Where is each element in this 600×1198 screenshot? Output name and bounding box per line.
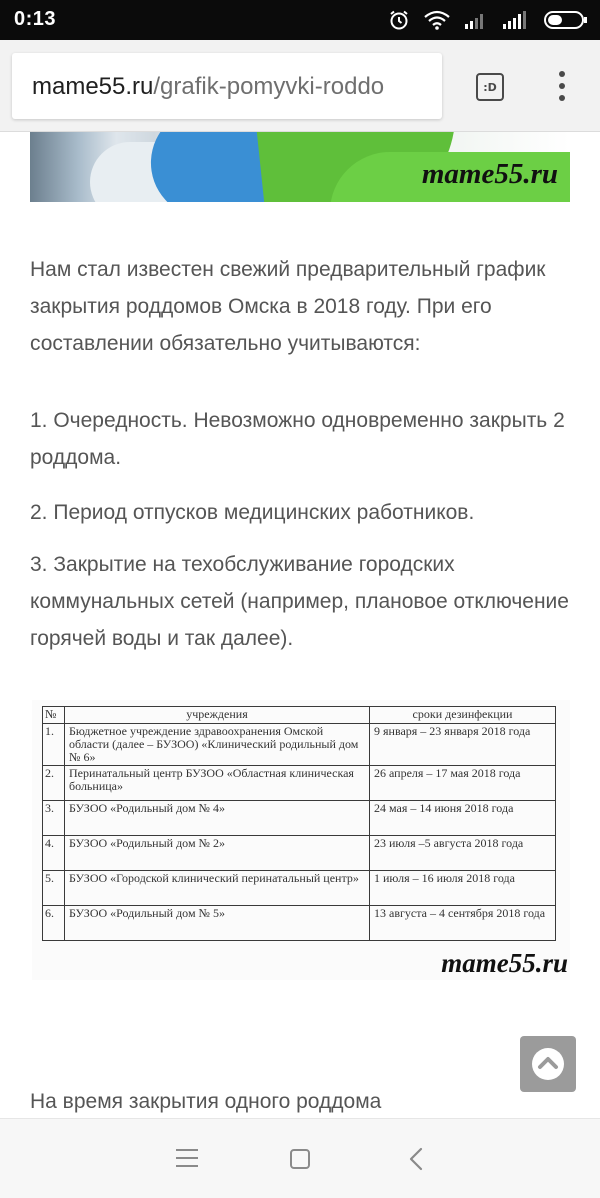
table-cell-dates: 9 января – 23 января 2018 года <box>370 724 556 766</box>
table-cell-dates: 1 июля – 16 июля 2018 года <box>370 871 556 906</box>
navigation-bar <box>0 1118 600 1198</box>
back-icon[interactable] <box>406 1147 426 1171</box>
more-vert-icon[interactable] <box>552 68 572 104</box>
table-cell-number: 3. <box>43 801 65 836</box>
status-bar <box>0 0 600 40</box>
article-intro: Нам стал известен свежий предварительный график закрытия роддомов Омска в 2018 году. При его составлении обязательно учитываются: <box>30 258 546 355</box>
table-row <box>43 801 556 836</box>
article-item-1: 1. Очередность. Невозможно одновременно закрыть 2 роддома. <box>30 409 565 469</box>
table-cell-dates: 24 мая – 14 июня 2018 года <box>370 801 556 836</box>
url-text[interactable] <box>32 73 384 101</box>
schedule-table <box>42 706 556 941</box>
table-row <box>43 871 556 906</box>
banner-image <box>30 132 570 202</box>
table-row <box>43 836 556 871</box>
table-logo: mame55.ru <box>441 948 568 978</box>
table-cell-institution: БУЗОО «Городской клинический перинатальный центр» <box>65 871 370 906</box>
table-cell-number: 1. <box>43 724 65 766</box>
status-time: 0:13 <box>14 8 57 30</box>
table-cell-dates: 13 августа – 4 сентября 2018 года <box>370 906 556 941</box>
chevron-up-icon <box>530 1046 566 1082</box>
table-row <box>43 906 556 941</box>
table-header-institution: учреждения <box>65 707 370 724</box>
tabs-button[interactable]: :D <box>476 73 504 101</box>
alarm-icon <box>388 9 410 31</box>
table-cell-institution: БУЗОО «Родильный дом № 4» <box>65 801 370 836</box>
menu-icon[interactable] <box>176 1149 198 1167</box>
article-item-2: 2. Период отпусков медицинских работников. <box>30 501 475 524</box>
table-cell-institution: Перинатальный центр БУЗОО «Областная клиническая больница» <box>65 766 370 801</box>
url-path: /grafik-pomyvki-roddo <box>153 73 385 100</box>
home-icon[interactable] <box>290 1149 310 1169</box>
table-cell-number: 2. <box>43 766 65 801</box>
schedule-table-image <box>32 700 570 980</box>
url-domain: mame55.ru <box>32 73 154 100</box>
table-cell-number: 6. <box>43 906 65 941</box>
table-header-row <box>43 707 556 724</box>
article-item-3: 3. Закрытие на техобслуживание городских коммунальных сетей (например, плановое отключение горячей воды и так далее). <box>30 553 569 650</box>
table-cell-institution: БУЗОО «Родильный дом № 5» <box>65 906 370 941</box>
battery-icon <box>544 11 588 29</box>
table-header-dates: сроки дезинфекции <box>370 707 556 724</box>
signal-icon <box>502 11 530 29</box>
table-header-number: № <box>43 707 65 724</box>
wifi-icon <box>424 10 450 30</box>
article-tail: На время закрытия одного роддома <box>30 1090 382 1113</box>
table-cell-dates: 23 июля –5 августа 2018 года <box>370 836 556 871</box>
table-row <box>43 724 556 766</box>
table-row <box>43 766 556 801</box>
table-cell-institution: Бюджетное учреждение здравоохранения Омской области (далее – БУЗОО) «Клинический родильный дом № 6» <box>65 724 370 766</box>
table-cell-institution: БУЗОО «Родильный дом № 2» <box>65 836 370 871</box>
address-bar[interactable] <box>12 53 442 119</box>
table-cell-dates: 26 апреля – 17 мая 2018 года <box>370 766 556 801</box>
status-icons <box>388 8 588 32</box>
table-cell-number: 5. <box>43 871 65 906</box>
browser-toolbar <box>0 40 600 132</box>
banner-logo: mame55.ru <box>421 158 558 190</box>
signal-icon <box>464 11 488 29</box>
table-cell-number: 4. <box>43 836 65 871</box>
